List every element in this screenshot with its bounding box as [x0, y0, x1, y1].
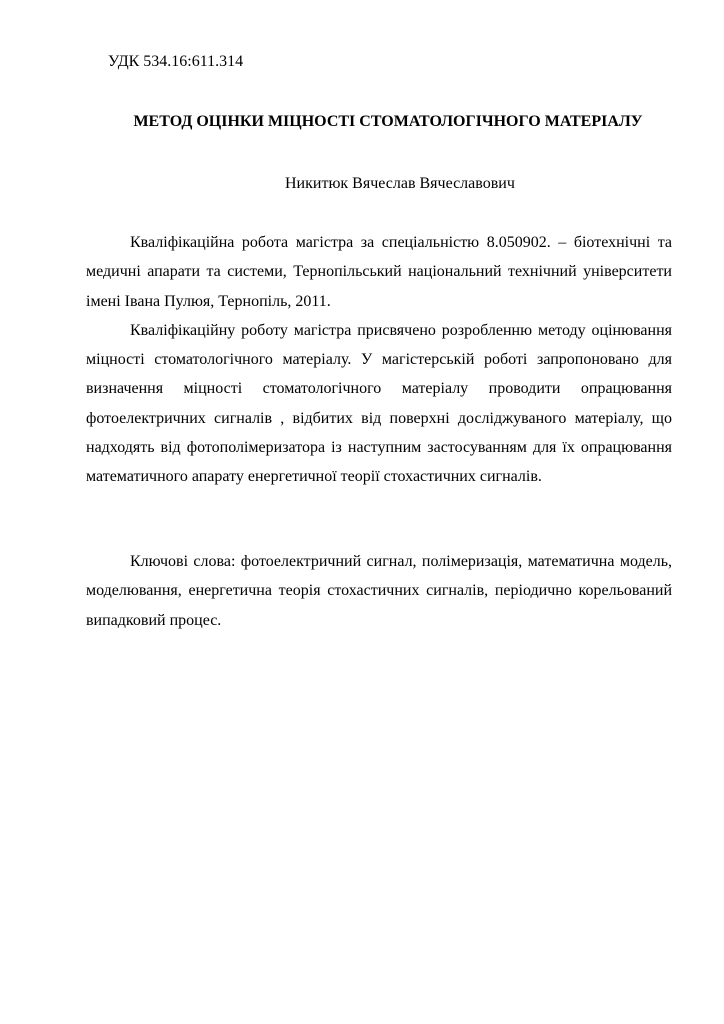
keywords-paragraph: Ключові слова: фотоелектричний сигнал, полімеризація, математична модель, моделювання, енергетична теорія стохастичних сигналів, періодично корельований випадковий процес. — [86, 553, 672, 629]
author-name: Никитюк Вячеслав Вячеславович — [285, 175, 515, 192]
document-title: МЕТОД ОЦІНКИ МІЦНОСТІ СТОМАТОЛОГІЧНОГО МАТЕРІАЛУ — [133, 113, 643, 130]
udk-code: УДК 534.16:611.314 — [108, 53, 244, 70]
abstract-paragraph: Кваліфікаційна робота магістра за спеціальністю 8.050902. – біотехнічні та медичні апарати та системи, Тернопільський національний технічний університети імені Івана Пулюя, Тернопіль, 2011. — [86, 234, 672, 310]
keywords-section — [86, 547, 672, 635]
abstract-body — [86, 228, 672, 492]
abstract-paragraph: Кваліфікаційну роботу магістра присвячено розробленню методу оцінювання міцності стоматологічного матеріалу. У магістерській роботі запропоновано для визначення міцності стоматологічного матеріалу проводити опрацювання фотоелектричних сигналів , відбитих від поверхні досліджуваного матеріалу, що надходять від фотополімеризатора із наступним застосуванням для їх опрацювання математичного апарату енергетичної теорії стохастичних сигналів. — [86, 321, 672, 486]
